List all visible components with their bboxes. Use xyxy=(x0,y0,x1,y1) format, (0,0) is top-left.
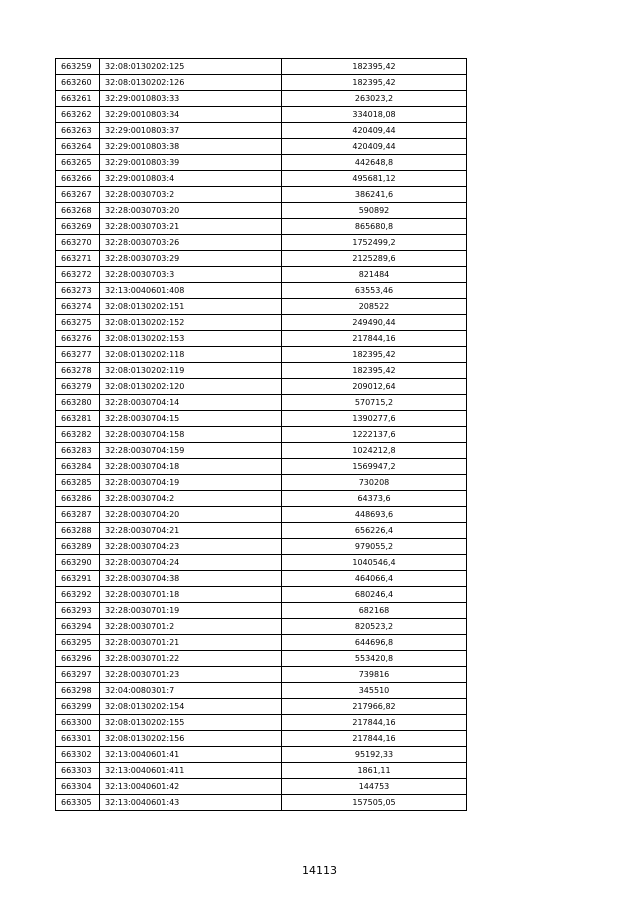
cadastral-number-cell: 32:08:0130202:155 xyxy=(100,715,282,731)
row-id-cell: 663300 xyxy=(56,715,100,731)
cadastral-number-cell: 32:29:0010803:37 xyxy=(100,123,282,139)
table-row xyxy=(56,635,467,651)
table-row xyxy=(56,187,467,203)
cadastral-number-cell: 32:28:0030701:18 xyxy=(100,587,282,603)
cadastral-number-cell: 32:13:0040601:43 xyxy=(100,795,282,811)
row-id-cell: 663287 xyxy=(56,507,100,523)
cadastral-number-cell: 32:04:0080301:7 xyxy=(100,683,282,699)
row-id-cell: 663289 xyxy=(56,539,100,555)
cadastral-number-cell: 32:28:0030704:159 xyxy=(100,443,282,459)
cadastral-number-cell: 32:08:0130202:125 xyxy=(100,59,282,75)
row-id-cell: 663284 xyxy=(56,459,100,475)
table-row xyxy=(56,699,467,715)
table-row xyxy=(56,107,467,123)
value-cell: 1861,11 xyxy=(282,763,467,779)
table-row xyxy=(56,427,467,443)
cadastral-number-cell: 32:29:0010803:38 xyxy=(100,139,282,155)
value-cell: 979055,2 xyxy=(282,539,467,555)
value-cell: 345510 xyxy=(282,683,467,699)
value-cell: 1752499,2 xyxy=(282,235,467,251)
table-row xyxy=(56,267,467,283)
table-row xyxy=(56,715,467,731)
row-id-cell: 663294 xyxy=(56,619,100,635)
row-id-cell: 663303 xyxy=(56,763,100,779)
cadastral-number-cell: 32:08:0130202:152 xyxy=(100,315,282,331)
value-cell: 730208 xyxy=(282,475,467,491)
table-row xyxy=(56,763,467,779)
row-id-cell: 663262 xyxy=(56,107,100,123)
table-row xyxy=(56,651,467,667)
row-id-cell: 663304 xyxy=(56,779,100,795)
cadastral-number-cell: 32:08:0130202:120 xyxy=(100,379,282,395)
table-row xyxy=(56,91,467,107)
cadastral-number-cell: 32:29:0010803:34 xyxy=(100,107,282,123)
row-id-cell: 663292 xyxy=(56,587,100,603)
row-id-cell: 663282 xyxy=(56,427,100,443)
cadastral-number-cell: 32:28:0030703:26 xyxy=(100,235,282,251)
value-cell: 821484 xyxy=(282,267,467,283)
cadastral-number-cell: 32:28:0030704:18 xyxy=(100,459,282,475)
table-row xyxy=(56,459,467,475)
row-id-cell: 663263 xyxy=(56,123,100,139)
value-cell: 644696,8 xyxy=(282,635,467,651)
row-id-cell: 663298 xyxy=(56,683,100,699)
table-row xyxy=(56,235,467,251)
table-row xyxy=(56,331,467,347)
value-cell: 656226,4 xyxy=(282,523,467,539)
cadastral-number-cell: 32:28:0030704:24 xyxy=(100,555,282,571)
cadastral-number-cell: 32:28:0030704:158 xyxy=(100,427,282,443)
cadastral-number-cell: 32:28:0030701:22 xyxy=(100,651,282,667)
table-row xyxy=(56,411,467,427)
value-cell: 739816 xyxy=(282,667,467,683)
value-cell: 182395,42 xyxy=(282,363,467,379)
cadastral-number-cell: 32:29:0010803:39 xyxy=(100,155,282,171)
value-cell: 820523,2 xyxy=(282,619,467,635)
table-row xyxy=(56,539,467,555)
value-cell: 448693,6 xyxy=(282,507,467,523)
cadastral-number-cell: 32:13:0040601:41 xyxy=(100,747,282,763)
value-cell: 495681,12 xyxy=(282,171,467,187)
table-row xyxy=(56,395,467,411)
value-cell: 182395,42 xyxy=(282,59,467,75)
cadastral-number-cell: 32:28:0030701:19 xyxy=(100,603,282,619)
value-cell: 1569947,2 xyxy=(282,459,467,475)
table-row xyxy=(56,123,467,139)
cadastral-number-cell: 32:28:0030704:2 xyxy=(100,491,282,507)
row-id-cell: 663266 xyxy=(56,171,100,187)
row-id-cell: 663299 xyxy=(56,699,100,715)
row-id-cell: 663305 xyxy=(56,795,100,811)
cadastral-number-cell: 32:28:0030701:2 xyxy=(100,619,282,635)
row-id-cell: 663277 xyxy=(56,347,100,363)
value-cell: 680246,4 xyxy=(282,587,467,603)
cadastral-number-cell: 32:28:0030701:21 xyxy=(100,635,282,651)
cadastral-number-cell: 32:13:0040601:408 xyxy=(100,283,282,299)
row-id-cell: 663264 xyxy=(56,139,100,155)
table-row xyxy=(56,363,467,379)
cadastral-number-cell: 32:28:0030704:14 xyxy=(100,395,282,411)
value-cell: 420409,44 xyxy=(282,123,467,139)
row-id-cell: 663283 xyxy=(56,443,100,459)
table-row xyxy=(56,139,467,155)
row-id-cell: 663285 xyxy=(56,475,100,491)
table-row xyxy=(56,203,467,219)
row-id-cell: 663288 xyxy=(56,523,100,539)
document-sheet xyxy=(55,58,466,811)
table-row xyxy=(56,379,467,395)
cadastral-number-cell: 32:29:0010803:33 xyxy=(100,91,282,107)
row-id-cell: 663297 xyxy=(56,667,100,683)
cadastral-number-cell: 32:28:0030704:21 xyxy=(100,523,282,539)
value-cell: 182395,42 xyxy=(282,347,467,363)
row-id-cell: 663302 xyxy=(56,747,100,763)
value-cell: 590892 xyxy=(282,203,467,219)
row-id-cell: 663295 xyxy=(56,635,100,651)
row-id-cell: 663272 xyxy=(56,267,100,283)
table-row xyxy=(56,731,467,747)
table-row xyxy=(56,171,467,187)
value-cell: 209012,64 xyxy=(282,379,467,395)
value-cell: 442648,8 xyxy=(282,155,467,171)
value-cell: 63553,46 xyxy=(282,283,467,299)
row-id-cell: 663259 xyxy=(56,59,100,75)
value-cell: 464066,4 xyxy=(282,571,467,587)
row-id-cell: 663286 xyxy=(56,491,100,507)
row-id-cell: 663278 xyxy=(56,363,100,379)
cadastral-number-cell: 32:28:0030703:21 xyxy=(100,219,282,235)
cadastral-number-cell: 32:08:0130202:154 xyxy=(100,699,282,715)
table-row xyxy=(56,315,467,331)
row-id-cell: 663269 xyxy=(56,219,100,235)
cadastral-number-cell: 32:08:0130202:151 xyxy=(100,299,282,315)
cadastral-value-table xyxy=(55,58,467,811)
table-row xyxy=(56,59,467,75)
table-row xyxy=(56,587,467,603)
cadastral-number-cell: 32:28:0030704:23 xyxy=(100,539,282,555)
page-number: 14113 xyxy=(302,864,337,877)
table-row xyxy=(56,667,467,683)
value-cell: 263023,2 xyxy=(282,91,467,107)
row-id-cell: 663271 xyxy=(56,251,100,267)
cadastral-number-cell: 32:28:0030704:20 xyxy=(100,507,282,523)
value-cell: 217844,16 xyxy=(282,331,467,347)
table-row xyxy=(56,347,467,363)
row-id-cell: 663290 xyxy=(56,555,100,571)
cadastral-number-cell: 32:08:0130202:126 xyxy=(100,75,282,91)
value-cell: 865680,8 xyxy=(282,219,467,235)
row-id-cell: 663265 xyxy=(56,155,100,171)
cadastral-number-cell: 32:28:0030703:20 xyxy=(100,203,282,219)
cadastral-number-cell: 32:13:0040601:411 xyxy=(100,763,282,779)
table-row xyxy=(56,747,467,763)
table-row xyxy=(56,155,467,171)
row-id-cell: 663270 xyxy=(56,235,100,251)
value-cell: 682168 xyxy=(282,603,467,619)
table-row xyxy=(56,475,467,491)
row-id-cell: 663280 xyxy=(56,395,100,411)
table-row xyxy=(56,523,467,539)
row-id-cell: 663293 xyxy=(56,603,100,619)
value-cell: 217844,16 xyxy=(282,731,467,747)
row-id-cell: 663260 xyxy=(56,75,100,91)
value-cell: 1222137,6 xyxy=(282,427,467,443)
table-row xyxy=(56,283,467,299)
row-id-cell: 663279 xyxy=(56,379,100,395)
row-id-cell: 663261 xyxy=(56,91,100,107)
cadastral-number-cell: 32:28:0030704:38 xyxy=(100,571,282,587)
cadastral-number-cell: 32:28:0030703:29 xyxy=(100,251,282,267)
cadastral-number-cell: 32:08:0130202:153 xyxy=(100,331,282,347)
cadastral-number-cell: 32:28:0030701:23 xyxy=(100,667,282,683)
row-id-cell: 663274 xyxy=(56,299,100,315)
table-row xyxy=(56,619,467,635)
cadastral-number-cell: 32:28:0030703:2 xyxy=(100,187,282,203)
value-cell: 64373,6 xyxy=(282,491,467,507)
table-row xyxy=(56,507,467,523)
value-cell: 208522 xyxy=(282,299,467,315)
cadastral-number-cell: 32:28:0030704:19 xyxy=(100,475,282,491)
table-row xyxy=(56,299,467,315)
value-cell: 144753 xyxy=(282,779,467,795)
value-cell: 182395,42 xyxy=(282,75,467,91)
table-body xyxy=(56,59,467,811)
cadastral-number-cell: 32:28:0030703:3 xyxy=(100,267,282,283)
value-cell: 2125289,6 xyxy=(282,251,467,267)
value-cell: 157505,05 xyxy=(282,795,467,811)
value-cell: 95192,33 xyxy=(282,747,467,763)
value-cell: 1024212,8 xyxy=(282,443,467,459)
value-cell: 1390277,6 xyxy=(282,411,467,427)
value-cell: 553420,8 xyxy=(282,651,467,667)
row-id-cell: 663267 xyxy=(56,187,100,203)
table-row xyxy=(56,443,467,459)
value-cell: 249490,44 xyxy=(282,315,467,331)
value-cell: 570715,2 xyxy=(282,395,467,411)
row-id-cell: 663273 xyxy=(56,283,100,299)
table-row xyxy=(56,491,467,507)
row-id-cell: 663276 xyxy=(56,331,100,347)
cadastral-number-cell: 32:13:0040601:42 xyxy=(100,779,282,795)
value-cell: 420409,44 xyxy=(282,139,467,155)
value-cell: 386241,6 xyxy=(282,187,467,203)
table-row xyxy=(56,795,467,811)
row-id-cell: 663296 xyxy=(56,651,100,667)
row-id-cell: 663275 xyxy=(56,315,100,331)
row-id-cell: 663291 xyxy=(56,571,100,587)
cadastral-number-cell: 32:29:0010803:4 xyxy=(100,171,282,187)
table-row xyxy=(56,779,467,795)
table-row xyxy=(56,683,467,699)
cadastral-number-cell: 32:08:0130202:118 xyxy=(100,347,282,363)
table-row xyxy=(56,571,467,587)
row-id-cell: 663281 xyxy=(56,411,100,427)
table-row xyxy=(56,219,467,235)
cadastral-number-cell: 32:28:0030704:15 xyxy=(100,411,282,427)
table-row xyxy=(56,603,467,619)
table-row xyxy=(56,555,467,571)
value-cell: 334018,08 xyxy=(282,107,467,123)
cadastral-number-cell: 32:08:0130202:156 xyxy=(100,731,282,747)
value-cell: 1040546,4 xyxy=(282,555,467,571)
cadastral-number-cell: 32:08:0130202:119 xyxy=(100,363,282,379)
row-id-cell: 663268 xyxy=(56,203,100,219)
row-id-cell: 663301 xyxy=(56,731,100,747)
table-row xyxy=(56,251,467,267)
value-cell: 217966,82 xyxy=(282,699,467,715)
table-row xyxy=(56,75,467,91)
value-cell: 217844,16 xyxy=(282,715,467,731)
